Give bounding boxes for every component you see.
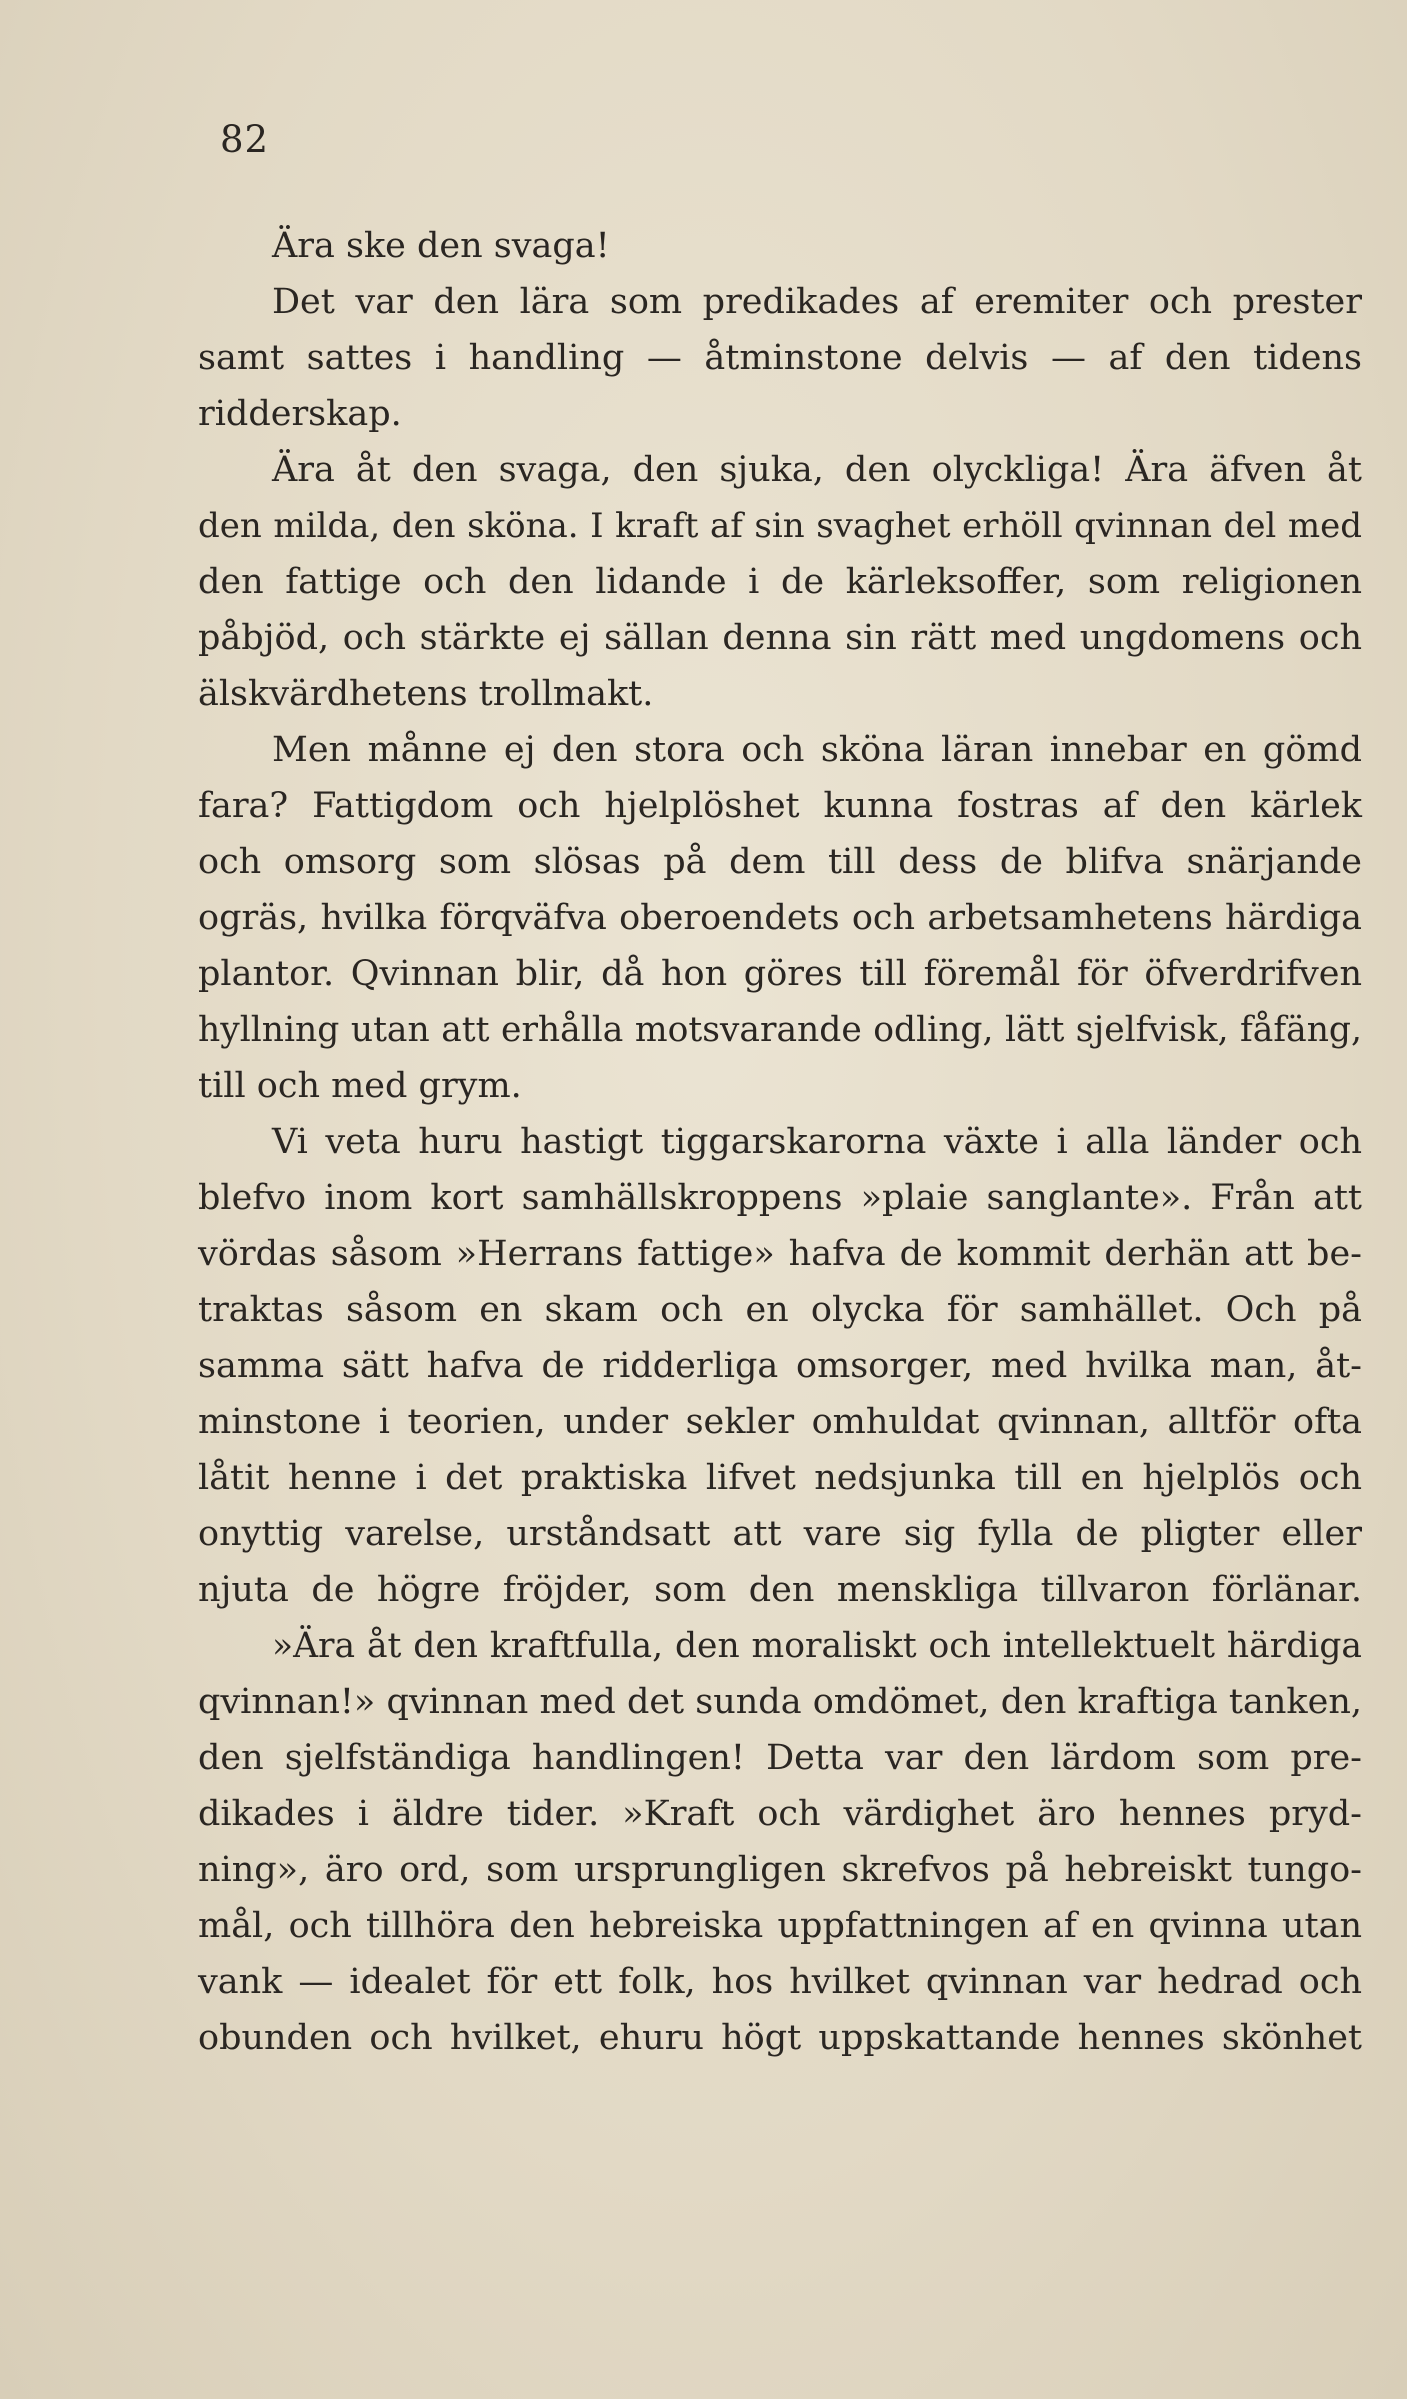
text-line: obunden och hvilket, ehuru högt uppskattande hennes skönhet xyxy=(198,2018,1362,2058)
text-line: qvinnan!» qvinnan med det sunda omdömet, den kraftiga tanken, xyxy=(198,1682,1362,1722)
body-text xyxy=(198,218,1362,2066)
text-line: ridderskap. xyxy=(198,394,402,434)
text-line: traktas såsom en skam och en olycka för samhället. Och på xyxy=(198,1290,1362,1330)
text-line: den milda, den sköna. I kraft af sin svaghet erhöll qvinnan del med xyxy=(198,506,1362,546)
text-line: Vi veta huru hastigt tiggarskarorna växte i alla länder och xyxy=(272,1122,1362,1162)
text-line: den fattige och den lidande i de kärleksoffer, som religionen xyxy=(198,562,1362,602)
text-line: älskvärdhetens trollmakt. xyxy=(198,674,654,714)
text-line: hyllning utan att erhålla motsvarande odling, lätt sjelfvisk, fåfäng, xyxy=(198,1010,1362,1050)
text-line: Men månne ej den stora och sköna läran innebar en gömd xyxy=(272,730,1362,770)
text-line: onyttig varelse, urståndsatt att vare sig fylla de pligter eller xyxy=(198,1514,1362,1554)
text-line: vank — idealet för ett folk, hos hvilket qvinnan var hedrad och xyxy=(198,1962,1362,2002)
text-line: vördas såsom »Herrans fattige» hafva de kommit derhän att be- xyxy=(198,1234,1362,1274)
text-line: fara? Fattigdom och hjelplöshet kunna fostras af den kärlek xyxy=(198,786,1362,826)
text-line: blefvo inom kort samhällskroppens »plaie sanglante». Från att xyxy=(198,1178,1362,1218)
text-line: njuta de högre fröjder, som den menskliga tillvaron förlänar. xyxy=(198,1570,1362,1610)
text-line: samma sätt hafva de ridderliga omsorger, med hvilka man, åt- xyxy=(198,1346,1362,1386)
text-line: till och med grym. xyxy=(198,1066,522,1106)
text-line: minstone i teorien, under sekler omhuldat qvinnan, alltför ofta xyxy=(198,1402,1362,1442)
text-line: och omsorg som slösas på dem till dess de blifva snärjande xyxy=(198,842,1362,882)
text-line: samt sattes i handling — åtminstone delvis — af den tidens xyxy=(198,338,1362,378)
text-line: låtit henne i det praktiska lifvet nedsjunka till en hjelplös och xyxy=(198,1458,1362,1498)
text-line: mål, och tillhöra den hebreiska uppfattningen af en qvinna utan xyxy=(198,1906,1362,1946)
text-line: påbjöd, och stärkte ej sällan denna sin rätt med ungdomens och xyxy=(198,618,1362,658)
text-line: den sjelfständiga handlingen! Detta var den lärdom som pre- xyxy=(198,1738,1362,1778)
text-line: Ära ske den svaga! xyxy=(272,226,610,266)
text-line: dikades i äldre tider. »Kraft och värdighet äro hennes pryd- xyxy=(198,1794,1362,1834)
text-line: plantor. Qvinnan blir, då hon göres till föremål för öfverdrifven xyxy=(198,954,1362,994)
text-line: »Ära åt den kraftfulla, den moraliskt och intellektuelt härdiga xyxy=(272,1626,1362,1666)
text-line: Ära åt den svaga, den sjuka, den olyckliga! Ära äfven åt xyxy=(272,450,1362,490)
text-line: ogräs, hvilka förqväfva oberoendets och arbetsamhetens härdiga xyxy=(198,898,1362,938)
page-number: 82 xyxy=(220,118,270,161)
text-line: ning», äro ord, som ursprungligen skrefvos på hebreiskt tungo- xyxy=(198,1850,1362,1890)
text-line: Det var den lära som predikades af eremiter och prester xyxy=(272,282,1362,322)
